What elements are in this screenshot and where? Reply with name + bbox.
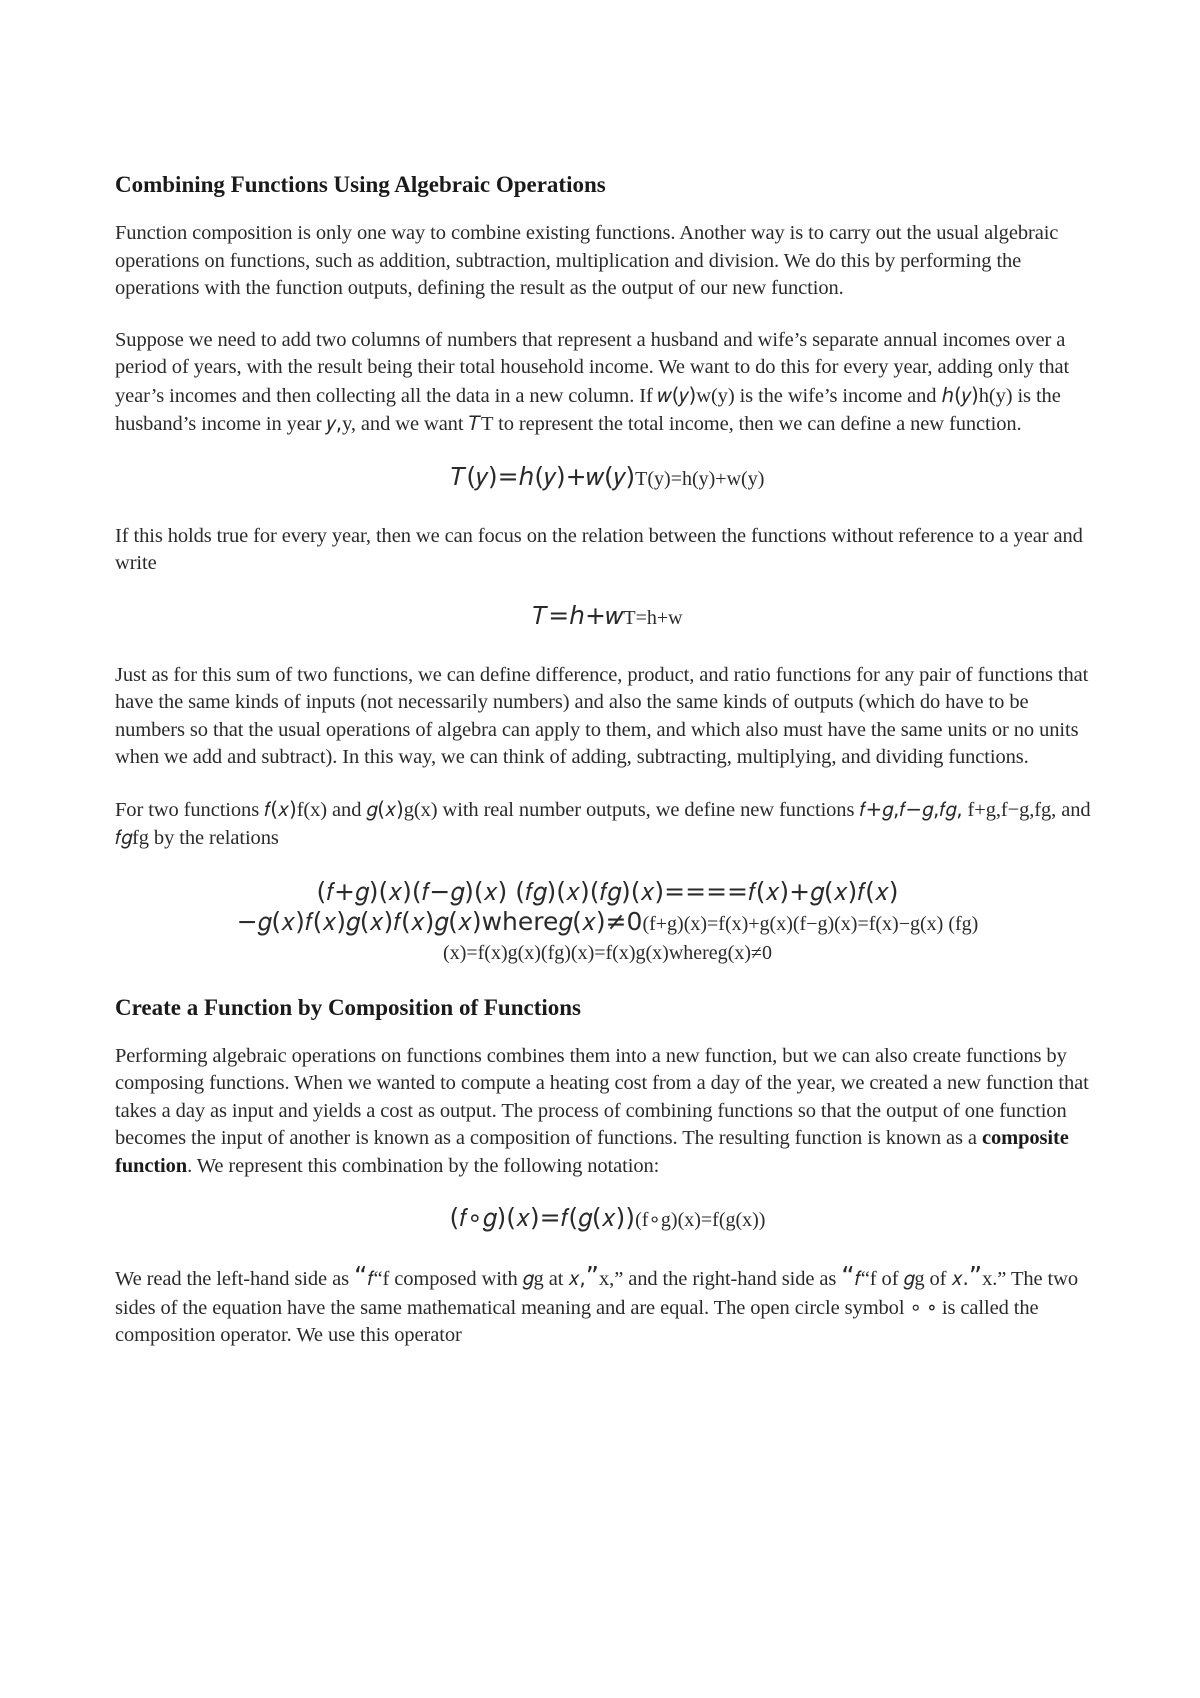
math-w-of-y: 𝑤(𝑦) [657, 382, 697, 407]
math-f-of-x: 𝑓(𝑥) [264, 796, 297, 821]
math-operations: 𝑓+𝑔,𝑓−𝑔,𝑓𝑔, [859, 796, 963, 821]
equation-composition: (𝑓∘𝑔)(𝑥)=𝑓(𝑔(𝑥))(f∘g)(x)=f(g(x)) [449, 1203, 766, 1232]
math-g-of-x: 𝑔(𝑥) [366, 796, 404, 821]
paragraph-intro: Function composition is only one way to combine existing functions. Another way is to carry out the usual algebraic operations on functions, such as addition, subtraction, multiplication and division. We do this by performing the operations with the function outputs, defining the result as the output of our new function. [115, 222, 1059, 299]
equation-line-3: (x)=f(x)g(x)(fg)(x)=f(x)g(x)whereg(x)≠0 [443, 941, 772, 964]
equation-block-operations [115, 877, 1100, 965]
math-T: 𝑇 [468, 411, 482, 435]
paragraph-income-example: Suppose we need to add two columns of numbers that represent a husband and wife’s separate annual incomes over a period of years, with the result being their total household income. We want to do this for every year, adding only that year’s incomes and then collecting all the data in a new column. If 𝑤(𝑦)w(y) is the wife’s income and ℎ(𝑦)h(y) is the husband’s income in year 𝑦,y, and we want 𝑇T to represent the total income, then we can define a new function. [115, 328, 1070, 435]
section-heading-combining-functions: Combining Functions Using Algebraic Operations [115, 172, 606, 197]
equation-total-income: 𝑇(𝑦)=ℎ(𝑦)+𝑤(𝑦)T(y)=h(y)+w(y) [450, 461, 765, 491]
composition-operator-symbol: ∘ [909, 1294, 922, 1319]
math-y: 𝑦, [326, 411, 343, 435]
paragraph-operations: Just as for this sum of two functions, we can define difference, product, and ratio functions for any pair of functions that have the same kinds of inputs (not necessarily numbers) and also the same kinds of outputs (which do have to be numbers so that the usual operations of algebra can apply to them, and which also must have the same units or no units when we add and subtract). In this way, we can think of adding, subtracting, multiplying, and dividing functions. [115, 663, 1089, 768]
math-h-of-y: ℎ(𝑦) [941, 382, 979, 407]
paragraph-composition-intro: Performing algebraic operations on functions combines them into a new function, but we can also create functions by composing functions. When we wanted to compute a heating cost from a day of the year, we created a new function that takes a day as input and yields a cost as output. The process of combining functions so that the output of one function becomes the input of another is known as a composition of functions. The resulting function is known as a composite function. We represent this combination by the following notation: [115, 1044, 1089, 1177]
term-composite-function: composite function [115, 1127, 1069, 1177]
paragraph-composition-reading: We read the left-hand side as “𝑓“f composed with 𝑔g at 𝑥,”x,” and the right-hand side as “𝑓“f of 𝑔g of 𝑥.”x.” The two sides of the equation have the same mathematical meaning and are equal. The open circle symbol ∘ ∘ is called the composition operator. We use this operator [115, 1262, 1078, 1346]
equation-line-1: (𝑓+𝑔)(𝑥)(𝑓−𝑔)(𝑥) (𝑓𝑔)(𝑥)(𝑓𝑔)(𝑥)====𝑓(𝑥)+𝑔(𝑥)𝑓(𝑥) [316, 876, 899, 906]
math-ratio: 𝑓𝑔 [115, 825, 133, 849]
section-heading-composition: Create a Function by Composition of Functions [115, 994, 581, 1020]
paragraph-two-functions: For two functions 𝑓(𝑥)f(x) and 𝑔(𝑥)g(x) with real number outputs, we define new functions 𝑓+𝑔,𝑓−𝑔,𝑓𝑔, f+g,f−g,fg, and 𝑓𝑔fg by the relations [115, 796, 1091, 849]
equation-line-2: −𝑔(𝑥)𝑓(𝑥)𝑔(𝑥)𝑓(𝑥)𝑔(𝑥)where𝑔(𝑥)≠0(f+g)(x)=f(x)+g(x)(f−g)(x)=f(x)−g(x) (fg) [236, 906, 979, 936]
paragraph-relation: If this holds true for every year, then we can focus on the relation between the functions without reference to a year and write [115, 524, 1083, 574]
equation-sum-functions: 𝑇=ℎ+𝑤T=h+w [532, 600, 683, 630]
